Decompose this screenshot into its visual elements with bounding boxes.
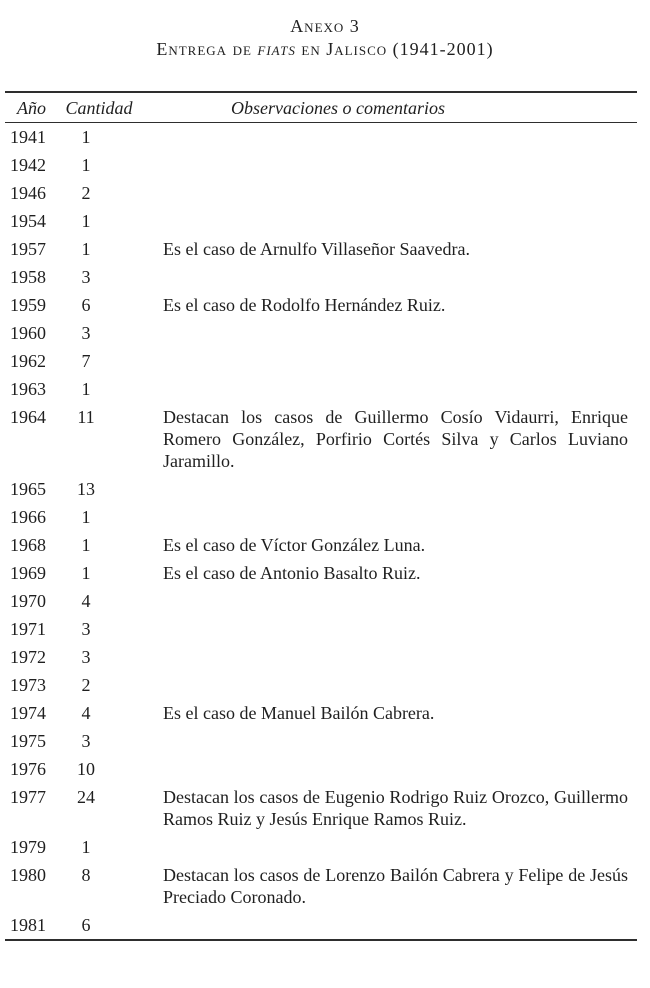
year-cell: 1962	[10, 351, 46, 371]
observations-cell	[135, 503, 637, 531]
quantity-cell: 7	[81, 351, 91, 371]
year-cell: 1966	[10, 507, 46, 527]
year-cell: 1981	[10, 915, 46, 935]
quantity-cell: 2	[81, 183, 91, 203]
quantity-cell: 24	[77, 787, 95, 807]
fiats-table	[5, 91, 637, 941]
quantity-cell: 6	[81, 915, 91, 935]
column-header-observations: Observaciones o comentarios	[135, 92, 637, 123]
page-subtitle	[0, 39, 650, 60]
quantity-cell: 13	[77, 479, 95, 499]
table-row	[5, 235, 637, 263]
observations-cell	[135, 263, 637, 291]
year-cell: 1980	[10, 865, 46, 885]
quantity-cell: 3	[81, 267, 91, 287]
year-cell: 1959	[10, 295, 46, 315]
observations-cell: Es el caso de Rodolfo Hernández Ruiz.	[163, 295, 446, 315]
table-row	[5, 671, 637, 699]
year-cell: 1957	[10, 239, 46, 259]
observations-cell: Es el caso de Manuel Bailón Cabrera.	[163, 703, 435, 723]
table-row	[5, 475, 637, 503]
table-row	[5, 559, 637, 587]
year-cell: 1960	[10, 323, 46, 343]
table-row	[5, 615, 637, 643]
page-title: Anexo 3	[290, 16, 360, 36]
quantity-cell: 1	[81, 155, 91, 175]
observations-cell	[135, 151, 637, 179]
observations-cell	[135, 319, 637, 347]
table-header	[5, 92, 637, 123]
quantity-cell: 1	[81, 535, 91, 555]
observations-cell: Es el caso de Arnulfo Villaseñor Saavedra.	[163, 239, 470, 259]
observations-cell: Es el caso de Antonio Basalto Ruiz.	[163, 563, 421, 583]
year-cell: 1965	[10, 479, 46, 499]
year-cell: 1963	[10, 379, 46, 399]
table-row	[5, 833, 637, 861]
table-row	[5, 699, 637, 727]
subtitle-italic-word: fiats	[257, 39, 296, 59]
table-row	[5, 783, 637, 833]
observations-cell	[135, 833, 637, 861]
year-cell: 1954	[10, 211, 46, 231]
quantity-cell: 8	[81, 865, 91, 885]
year-cell: 1942	[10, 155, 46, 175]
quantity-cell: 11	[77, 407, 95, 427]
subtitle-prefix: Entrega de	[156, 39, 258, 59]
year-cell: 1974	[10, 703, 46, 723]
observations-cell	[135, 615, 637, 643]
quantity-cell: 3	[81, 731, 91, 751]
quantity-cell: 1	[81, 507, 91, 527]
quantity-cell: 1	[81, 239, 91, 259]
year-cell: 1968	[10, 535, 46, 555]
table-row	[5, 531, 637, 559]
year-cell: 1970	[10, 591, 46, 611]
observations-cell	[135, 727, 637, 755]
quantity-cell: 6	[81, 295, 91, 315]
year-cell: 1946	[10, 183, 46, 203]
table-row	[5, 755, 637, 783]
observations-cell: Destacan los casos de Eugenio Rodrigo Ruiz Orozco, Guillermo Ramos Ruiz y Jesús Enrique Ramos Ruiz.	[163, 787, 628, 829]
document-heading	[0, 16, 650, 60]
column-header-quantity: Cantidad	[63, 92, 135, 123]
table-row	[5, 375, 637, 403]
table-row	[5, 911, 637, 940]
year-cell: 1975	[10, 731, 46, 751]
year-cell: 1969	[10, 563, 46, 583]
table-row	[5, 503, 637, 531]
subtitle-suffix: en Jalisco (1941-2001)	[295, 39, 494, 59]
quantity-cell: 3	[81, 323, 91, 343]
observations-cell	[135, 643, 637, 671]
year-cell: 1976	[10, 759, 46, 779]
observations-cell	[135, 911, 637, 940]
observations-cell	[135, 207, 637, 235]
quantity-cell: 4	[81, 591, 91, 611]
table-row	[5, 207, 637, 235]
quantity-cell: 4	[81, 703, 91, 723]
table-row	[5, 291, 637, 319]
table-row	[5, 347, 637, 375]
year-cell: 1964	[10, 407, 46, 427]
year-cell: 1977	[10, 787, 46, 807]
table-row	[5, 643, 637, 671]
year-cell: 1979	[10, 837, 46, 857]
quantity-cell: 3	[81, 619, 91, 639]
year-cell: 1972	[10, 647, 46, 667]
quantity-cell: 3	[81, 647, 91, 667]
table-row	[5, 123, 637, 152]
observations-cell	[135, 755, 637, 783]
observations-cell	[135, 475, 637, 503]
table-row	[5, 179, 637, 207]
table-row	[5, 587, 637, 615]
observations-cell	[135, 671, 637, 699]
table-row	[5, 727, 637, 755]
table-row	[5, 151, 637, 179]
quantity-cell: 1	[81, 211, 91, 231]
quantity-cell: 10	[77, 759, 95, 779]
year-cell: 1941	[10, 127, 46, 147]
observations-cell: Es el caso de Víctor González Luna.	[163, 535, 426, 555]
column-header-year: Año	[5, 92, 63, 123]
observations-cell	[135, 123, 637, 152]
observations-cell: Destacan los casos de Lorenzo Bailón Cabrera y Felipe de Jesús Preciado Coronado.	[163, 865, 628, 907]
observations-cell	[135, 375, 637, 403]
table-row	[5, 403, 637, 475]
observations-cell	[135, 347, 637, 375]
year-cell: 1971	[10, 619, 46, 639]
table-row	[5, 319, 637, 347]
quantity-cell: 1	[81, 563, 91, 583]
table-body	[5, 123, 637, 941]
quantity-cell: 2	[81, 675, 91, 695]
table-row	[5, 263, 637, 291]
observations-cell	[135, 179, 637, 207]
quantity-cell: 1	[81, 379, 91, 399]
header-row	[5, 92, 637, 123]
quantity-cell: 1	[81, 127, 91, 147]
year-cell: 1973	[10, 675, 46, 695]
table-row	[5, 861, 637, 911]
observations-cell: Destacan los casos de Guillermo Cosío Vidaurri, Enrique Romero González, Porfirio Cortés Silva y Carlos Luviano Jaramillo.	[163, 407, 628, 471]
quantity-cell: 1	[81, 837, 91, 857]
observations-cell	[135, 587, 637, 615]
year-cell: 1958	[10, 267, 46, 287]
